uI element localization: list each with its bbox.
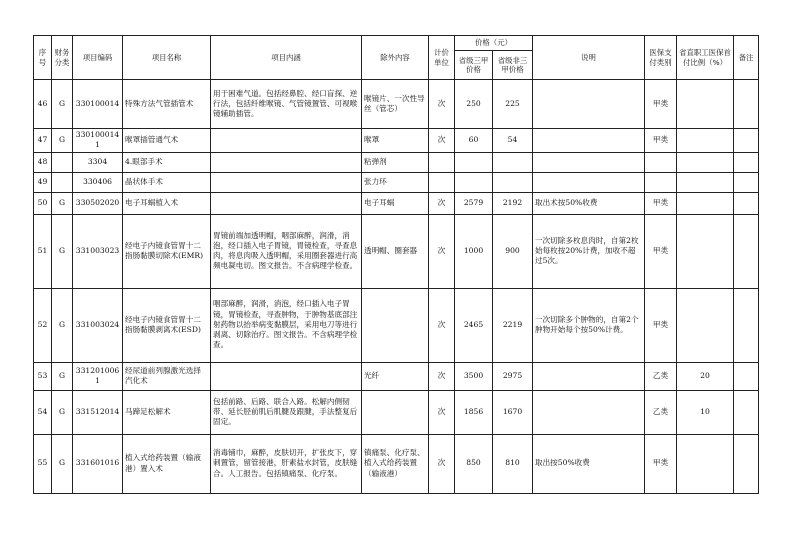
cell-note — [533, 390, 645, 434]
cell-price-a: 850 — [455, 434, 493, 493]
table-row — [34, 152, 759, 172]
cell-code: 331003024 — [73, 288, 123, 362]
cell-seq: 55 — [34, 434, 52, 493]
cell-price-b — [493, 172, 533, 192]
cell-price-a: 3500 — [455, 362, 493, 390]
header-seq: 序号 — [34, 36, 52, 80]
cell-content — [211, 152, 362, 172]
cell-remark — [734, 192, 759, 214]
cell-fin: G — [52, 362, 73, 390]
cell-unit: 次 — [429, 434, 455, 493]
cell-unit: 次 — [429, 288, 455, 362]
cell-content: 包括前路、后路、联合入路。松解内侧韧带、延长胫前肌后肌腱及跟腱，手法整复后固定。 — [211, 390, 362, 434]
table-row — [34, 390, 759, 434]
cell-price-a: 2465 — [455, 288, 493, 362]
cell-ins — [645, 152, 677, 172]
cell-ins: 甲类 — [645, 129, 677, 153]
cell-seq: 53 — [34, 362, 52, 390]
cell-note: 取出术按50%收费 — [533, 192, 645, 214]
cell-fin: G — [52, 214, 73, 288]
cell-price-b: 1670 — [493, 390, 533, 434]
cell-note — [533, 172, 645, 192]
cell-except: 粘弹剂 — [362, 152, 429, 172]
table-row — [34, 288, 759, 362]
cell-seq: 47 — [34, 129, 52, 153]
cell-seq: 51 — [34, 214, 52, 288]
cell-price-a: 2579 — [455, 192, 493, 214]
cell-content: 咽部麻醉，润滑，消泡，经口插入电子胃镜，胃镜检查，寻查肿物，于肿物基底部注射药物以抬举病变黏膜层，采用电刀等进行剥离、切除治疗。图文报告。不含病理学检查。 — [211, 288, 362, 362]
cell-price-a: 1000 — [455, 214, 493, 288]
cell-price-a: 1856 — [455, 390, 493, 434]
cell-name: 经电子内镜食管胃十二指肠黏膜切除术(EMR) — [123, 214, 211, 288]
cell-content: 消毒铺巾，麻醉，皮肤切开，扩张皮下，穿刺置管，留管接港，肝素盐水封管，皮肤缝合。人工报告。包括镇痛泵、化疗泵。 — [211, 434, 362, 493]
cell-unit: 次 — [429, 362, 455, 390]
cell-ins: 甲类 — [645, 214, 677, 288]
header-price: 价格（元） — [455, 36, 533, 51]
cell-name: 特殊方法气管插管术 — [123, 80, 211, 129]
cell-name: 马蹄足松解术 — [123, 390, 211, 434]
cell-ins: 甲类 — [645, 434, 677, 493]
cell-fin — [52, 152, 73, 172]
cell-seq: 49 — [34, 172, 52, 192]
cell-note: 取出按50%收费 — [533, 434, 645, 493]
cell-ratio: 10 — [677, 390, 734, 434]
cell-ratio — [677, 152, 734, 172]
cell-price-b: 2219 — [493, 288, 533, 362]
cell-code: 3312010061 — [73, 362, 123, 390]
cell-ratio — [677, 80, 734, 129]
cell-price-b: 2192 — [493, 192, 533, 214]
cell-ins: 乙类 — [645, 390, 677, 434]
cell-unit — [429, 172, 455, 192]
cell-name: 喉罩插管通气术 — [123, 129, 211, 153]
cell-remark — [734, 434, 759, 493]
table-row — [34, 129, 759, 153]
table-row — [34, 362, 759, 390]
cell-except: 喉罩 — [362, 129, 429, 153]
cell-content — [211, 362, 362, 390]
cell-remark — [734, 80, 759, 129]
cell-unit: 次 — [429, 129, 455, 153]
cell-fin: G — [52, 80, 73, 129]
cell-ins: 乙类 — [645, 362, 677, 390]
cell-note — [533, 152, 645, 172]
cell-content — [211, 129, 362, 153]
cell-seq: 46 — [34, 80, 52, 129]
cell-except: 透明帽、圈套器 — [362, 214, 429, 288]
header-except: 除外内容 — [362, 36, 429, 80]
cell-remark — [734, 214, 759, 288]
cell-ratio — [677, 434, 734, 493]
cell-note: 一次切除多枚息肉时，自第2枚始每枚按20%计费，加收不超过5次。 — [533, 214, 645, 288]
header-price-b: 省级非三甲价格 — [493, 51, 533, 80]
cell-name: 植入式给药装置（输液港）置入术 — [123, 434, 211, 493]
cell-content — [211, 172, 362, 192]
cell-ins: 甲类 — [645, 288, 677, 362]
cell-price-b — [493, 152, 533, 172]
cell-content: 胃镜前端加透明帽，咽部麻醉，润滑，消泡，经口插入电子胃镜，胃镜检查，寻查息肉，将息肉吸入透明帽，采用圈套器进行高频电凝电切。图文报告。不含病理学检查。 — [211, 214, 362, 288]
cell-ins — [645, 172, 677, 192]
cell-price-b: 225 — [493, 80, 533, 129]
cell-ratio — [677, 288, 734, 362]
cell-seq: 50 — [34, 192, 52, 214]
cell-unit: 次 — [429, 390, 455, 434]
header-ratio: 省直职工医保首付比例（%） — [677, 36, 734, 80]
cell-fin: G — [52, 192, 73, 214]
cell-content: 用于困难气道。包括经鼻腔、经口盲探、逆行法，包括纤维喉镜、气管镜置管、可视喉镜辅助插管。 — [211, 80, 362, 129]
cell-unit: 次 — [429, 192, 455, 214]
cell-note — [533, 362, 645, 390]
header-price-a: 省级三甲价格 — [455, 51, 493, 80]
cell-name: 晶状体手术 — [123, 172, 211, 192]
cell-unit: 次 — [429, 80, 455, 129]
header-code: 项目编码 — [73, 36, 123, 80]
cell-remark — [734, 362, 759, 390]
cell-name: 经电子内镜食管胃十二指肠黏膜剥离术(ESD) — [123, 288, 211, 362]
cell-except — [362, 288, 429, 362]
cell-unit — [429, 152, 455, 172]
cell-code: 330502020 — [73, 192, 123, 214]
cell-note: 一次切除多个肿物的，自第2个肿物开始每个按50%计费。 — [533, 288, 645, 362]
cell-ins: 甲类 — [645, 192, 677, 214]
cell-remark — [734, 288, 759, 362]
cell-unit: 次 — [429, 214, 455, 288]
cell-code: 3304 — [73, 152, 123, 172]
cell-remark — [734, 172, 759, 192]
cell-fin: G — [52, 390, 73, 434]
cell-code: 3301000141 — [73, 129, 123, 153]
cell-seq: 54 — [34, 390, 52, 434]
cell-price-a — [455, 152, 493, 172]
cell-except: 张力环 — [362, 172, 429, 192]
header-fin: 财务分类 — [52, 36, 73, 80]
header-row-top — [34, 36, 759, 51]
cell-code: 331601016 — [73, 434, 123, 493]
cell-fin — [52, 172, 73, 192]
header-name: 项目名称 — [123, 36, 211, 80]
cell-ratio: 20 — [677, 362, 734, 390]
cell-content — [211, 192, 362, 214]
cell-price-a: 250 — [455, 80, 493, 129]
price-table — [33, 35, 759, 494]
cell-code: 331512014 — [73, 390, 123, 434]
header-remark: 备注 — [734, 36, 759, 80]
header-note: 说明 — [533, 36, 645, 80]
cell-ratio — [677, 129, 734, 153]
header-unit: 计价单位 — [429, 36, 455, 80]
cell-note — [533, 129, 645, 153]
cell-price-b: 900 — [493, 214, 533, 288]
cell-ratio — [677, 172, 734, 192]
cell-code: 330100014 — [73, 80, 123, 129]
cell-price-b: 810 — [493, 434, 533, 493]
cell-except — [362, 390, 429, 434]
cell-except: 喉镜片、一次性导丝（管芯） — [362, 80, 429, 129]
header-content: 项目内涵 — [211, 36, 362, 80]
table-row — [34, 80, 759, 129]
cell-remark — [734, 152, 759, 172]
table-row — [34, 434, 759, 493]
cell-ratio — [677, 214, 734, 288]
table-row — [34, 192, 759, 214]
cell-fin: G — [52, 288, 73, 362]
cell-name: 4.眼部手术 — [123, 152, 211, 172]
table-row — [34, 214, 759, 288]
cell-except: 镇痛泵、化疗泵、植入式给药装置（输液港） — [362, 434, 429, 493]
table-body — [34, 80, 759, 494]
cell-price-a: 60 — [455, 129, 493, 153]
cell-name: 电子耳蜗植入术 — [123, 192, 211, 214]
cell-code: 331003023 — [73, 214, 123, 288]
cell-price-b: 2975 — [493, 362, 533, 390]
cell-remark — [734, 129, 759, 153]
header-ins: 医保支付类别 — [645, 36, 677, 80]
cell-ratio — [677, 192, 734, 214]
cell-ins: 甲类 — [645, 80, 677, 129]
cell-fin: G — [52, 129, 73, 153]
cell-fin: G — [52, 434, 73, 493]
cell-price-a — [455, 172, 493, 192]
cell-price-b: 54 — [493, 129, 533, 153]
table-row — [34, 172, 759, 192]
cell-seq: 48 — [34, 152, 52, 172]
cell-name: 经尿道前列腺激光选择汽化术 — [123, 362, 211, 390]
cell-except: 电子耳蜗 — [362, 192, 429, 214]
cell-code: 330406 — [73, 172, 123, 192]
cell-seq: 52 — [34, 288, 52, 362]
cell-note — [533, 80, 645, 129]
cell-except: 光纤 — [362, 362, 429, 390]
cell-remark — [734, 390, 759, 434]
